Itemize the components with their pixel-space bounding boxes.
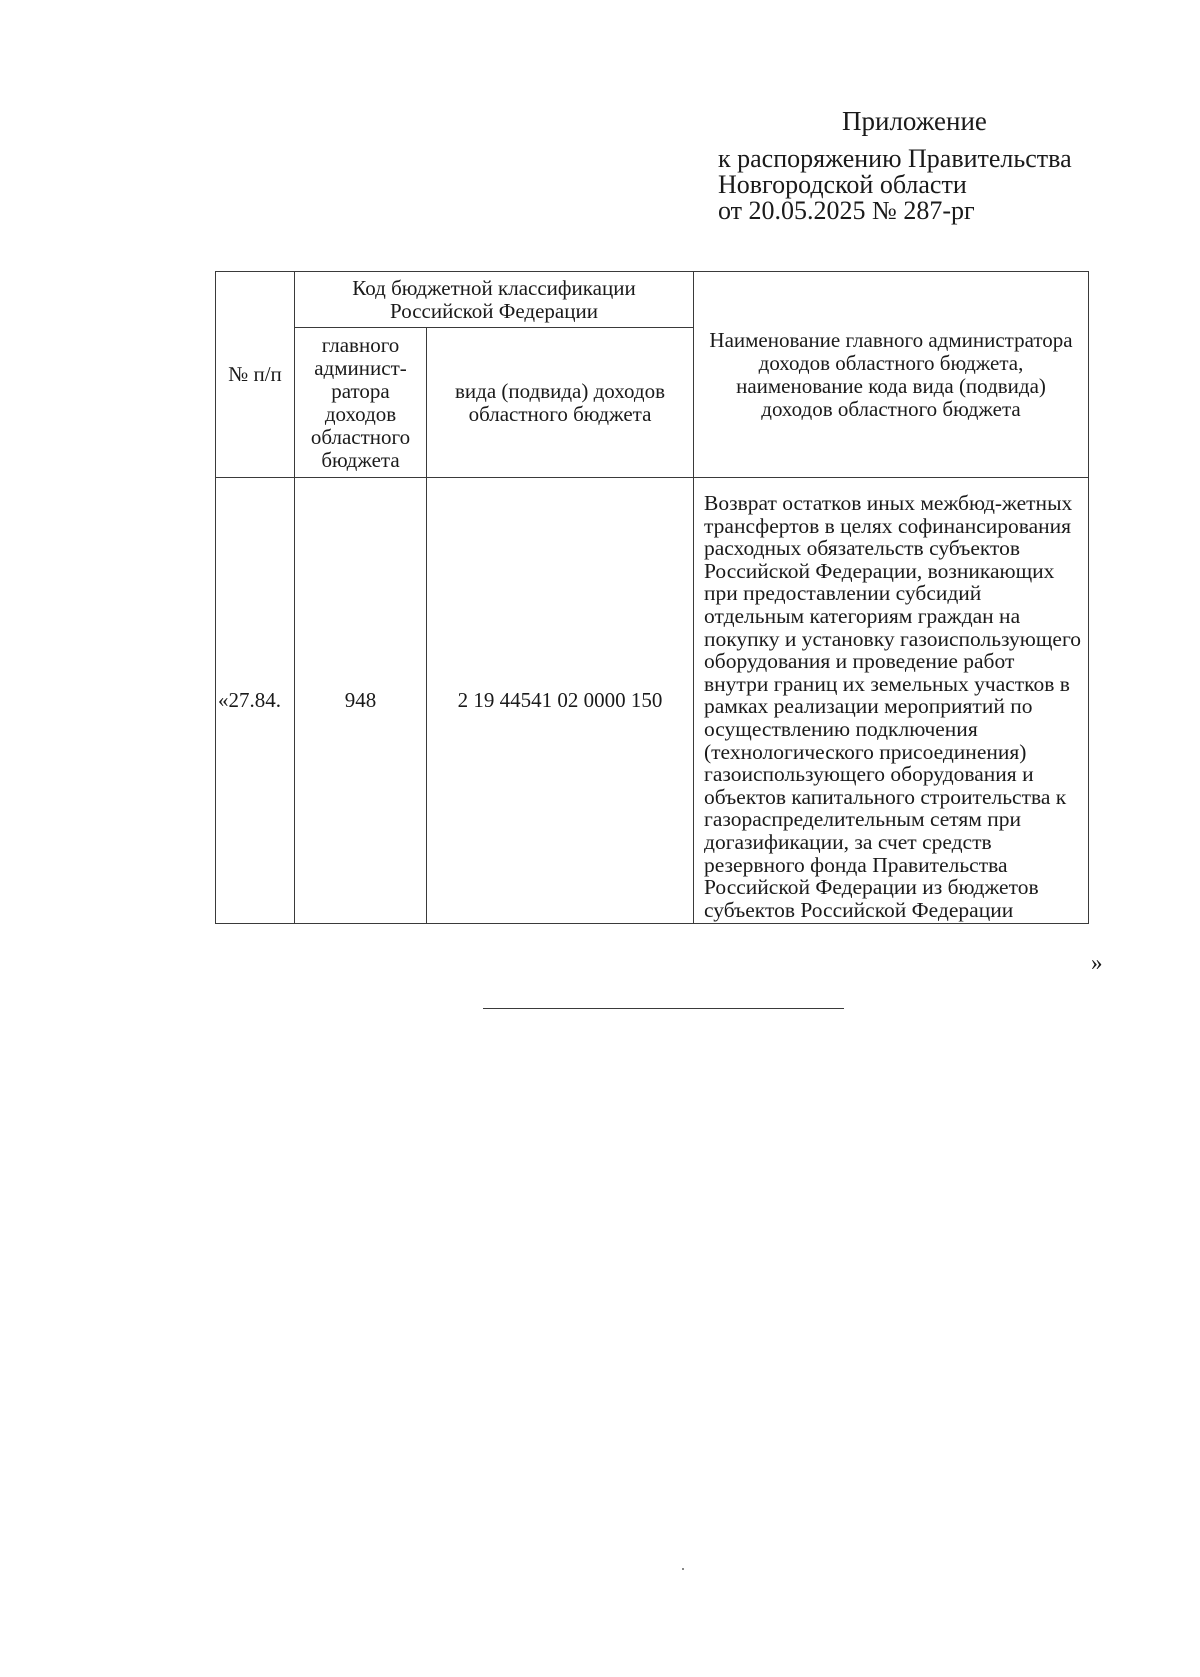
- closing-quote: »: [1091, 950, 1103, 975]
- header-num: № п/п: [216, 272, 295, 478]
- row-kind-code: 2 19 44541 02 0000 150: [427, 478, 694, 924]
- scan-speck: [682, 1568, 684, 1570]
- header-name: Наименование главного администратора доходов областного бюджета, наименование кода вида (подвида) доходов областного бюджета: [694, 272, 1089, 478]
- document-header: [718, 108, 1178, 224]
- header-budget-code-group: Код бюджетной классификации Российской Федерации: [295, 272, 694, 328]
- header-line-order: к распоряжению Правительства: [718, 144, 1072, 173]
- row-num: «27.84.: [216, 478, 295, 924]
- appendix-title: Приложение: [842, 106, 987, 136]
- row-name: Возврат остатков иных межбюд-жетных трансфертов в целях софинансирования расходных обязательств субъектов Российской Федерации, возникающих при предоставлении субсидий отдельным категориям граждан на покупку и установку газоиспользующего оборудования и проведение работ внутри границ их земельных участков в рамках реализации мероприятий по осуществлению подключения (технологического присоединения) газоиспользующего оборудования и объектов капитального строительства к газораспределительным сетям при догазификации, за счет средств резервного фонда Правительства Российской Федерации из бюджетов субъектов Российской Федерации: [694, 478, 1089, 924]
- divider-line: [483, 1008, 844, 1009]
- row-admin-code: 948: [295, 478, 427, 924]
- budget-classification-table: [215, 271, 1089, 924]
- header-line-region: Новгородской области: [718, 170, 967, 199]
- table-row: [216, 478, 1089, 924]
- header-admin: главного админист-ратора доходов областного бюджета: [295, 328, 427, 478]
- header-kind: вида (подвида) доходов областного бюджета: [427, 328, 694, 478]
- header-line-date: от 20.05.2025 № 287-рг: [718, 196, 975, 225]
